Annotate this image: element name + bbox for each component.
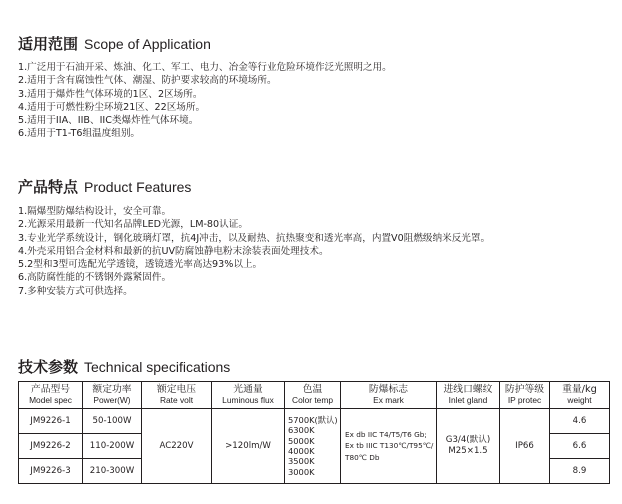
header-inlet-gland: 进线口螺纹 Inlet gland (437, 382, 500, 409)
table-row (19, 409, 610, 434)
scope-item: 5.适用于IIA、IIB、IIC类爆炸性气体环境。 (18, 115, 199, 127)
spec-table (18, 381, 610, 484)
ex-mark-cell (341, 409, 437, 484)
header-flux: 光通量 Luminous flux (212, 382, 285, 409)
power-cell: 210-300W (83, 459, 142, 484)
color-temp-value: 3500K (288, 456, 315, 467)
model-cell: JM9226-1 (19, 409, 83, 434)
color-temp-value: 6300K (288, 425, 315, 436)
color-temp-value: 5000K (288, 435, 315, 446)
weight-cell: 6.6 (550, 434, 610, 459)
scope-item: 4.适用于可燃性粉尘环境21区、22区场所。 (18, 101, 206, 113)
feature-item: 5.2型和3型可选配光学透镜，透镜透光率高达93%以上。 (18, 259, 263, 271)
header-voltage: 额定电压 Rate volt (142, 382, 212, 409)
ex-mark-line: Ex tb IIIC T130℃/T95℃/ (345, 441, 434, 451)
inlet-gland-value: M25×1.5 (448, 446, 488, 456)
header-weight: 重量/kg weight (550, 382, 610, 409)
color-temp-value: 5700K(默认) (288, 415, 338, 426)
scope-title-zh: 适用范围 (18, 35, 79, 53)
model-cell: JM9226-3 (19, 459, 83, 484)
header-ip: 防护等级 IP protec (500, 382, 550, 409)
features-title-zh: 产品特点 (18, 178, 79, 196)
features-section-title (18, 176, 191, 197)
color-temp-value: 4000K (288, 446, 315, 456)
voltage-cell: AC220V (142, 409, 212, 484)
specs-title-en: Technical specifications (84, 359, 231, 375)
power-cell: 110-200W (83, 434, 142, 459)
weight-cell: 8.9 (550, 459, 610, 484)
ip-cell: IP66 (500, 409, 550, 484)
feature-item: 3.专业光学系统设计，钢化玻璃灯罩，抗4J冲击，以及耐热、抗热聚变和透光率高，内置V0阻燃级纳米反光罩。 (18, 232, 491, 244)
features-title-en: Product Features (84, 179, 192, 195)
scope-item: 3.适用于爆炸性气体环境的1区、2区场所。 (18, 88, 203, 100)
color-temp-cell (285, 409, 341, 484)
flux-cell: >120lm/W (212, 409, 285, 484)
scope-item: 6.适用于T1-T6组温度组别。 (18, 128, 141, 140)
scope-list (18, 61, 392, 141)
header-ex-mark: 防爆标志 Ex mark (341, 382, 437, 409)
ex-mark-line: Ex db IIC T4/T5/T6 Gb; (345, 429, 427, 439)
inlet-gland-cell (437, 409, 500, 484)
scope-item: 1.广泛用于石油开采、炼油、化工、军工、电力、冶金等行业危险环境作泛光照明之用。 (18, 62, 392, 73)
scope-title-en: Scope of Application (84, 36, 211, 52)
inlet-gland-value: G3/4(默认) (445, 434, 491, 445)
features-list (18, 205, 490, 298)
feature-item: 6.高防腐性能的不锈钢外露紧固件。 (18, 272, 172, 284)
model-cell: JM9226-2 (19, 434, 83, 459)
header-power: 额定功率 Power(W) (83, 382, 142, 409)
scope-section-title (18, 33, 211, 54)
header-color-temp: 色温 Color temp (285, 382, 341, 409)
spec-table-header-row (19, 382, 610, 409)
feature-item: 7.多种安装方式可供选择。 (18, 285, 133, 297)
feature-item: 2.光源采用最新一代知名品牌LED光源，LM-80认证。 (18, 219, 248, 231)
feature-item: 4.外壳采用铝合金材料和最新的抗UV防腐蚀静电粉末涂装表面处理技术。 (18, 245, 329, 257)
color-temp-value: 3000K (288, 466, 315, 477)
header-model: 产品型号 Model spec (19, 382, 83, 409)
scope-item: 2.适用于含有腐蚀性气体、潮湿、防护要求较高的环境场所。 (18, 75, 277, 87)
feature-item: 1.隔爆型防爆结构设计，安全可靠。 (18, 206, 172, 217)
specs-section-title (18, 356, 230, 377)
weight-cell: 4.6 (550, 409, 610, 434)
specs-title-zh: 技术参数 (18, 358, 79, 376)
power-cell: 50-100W (83, 409, 142, 434)
ex-mark-line: T80℃ Db (345, 452, 380, 462)
